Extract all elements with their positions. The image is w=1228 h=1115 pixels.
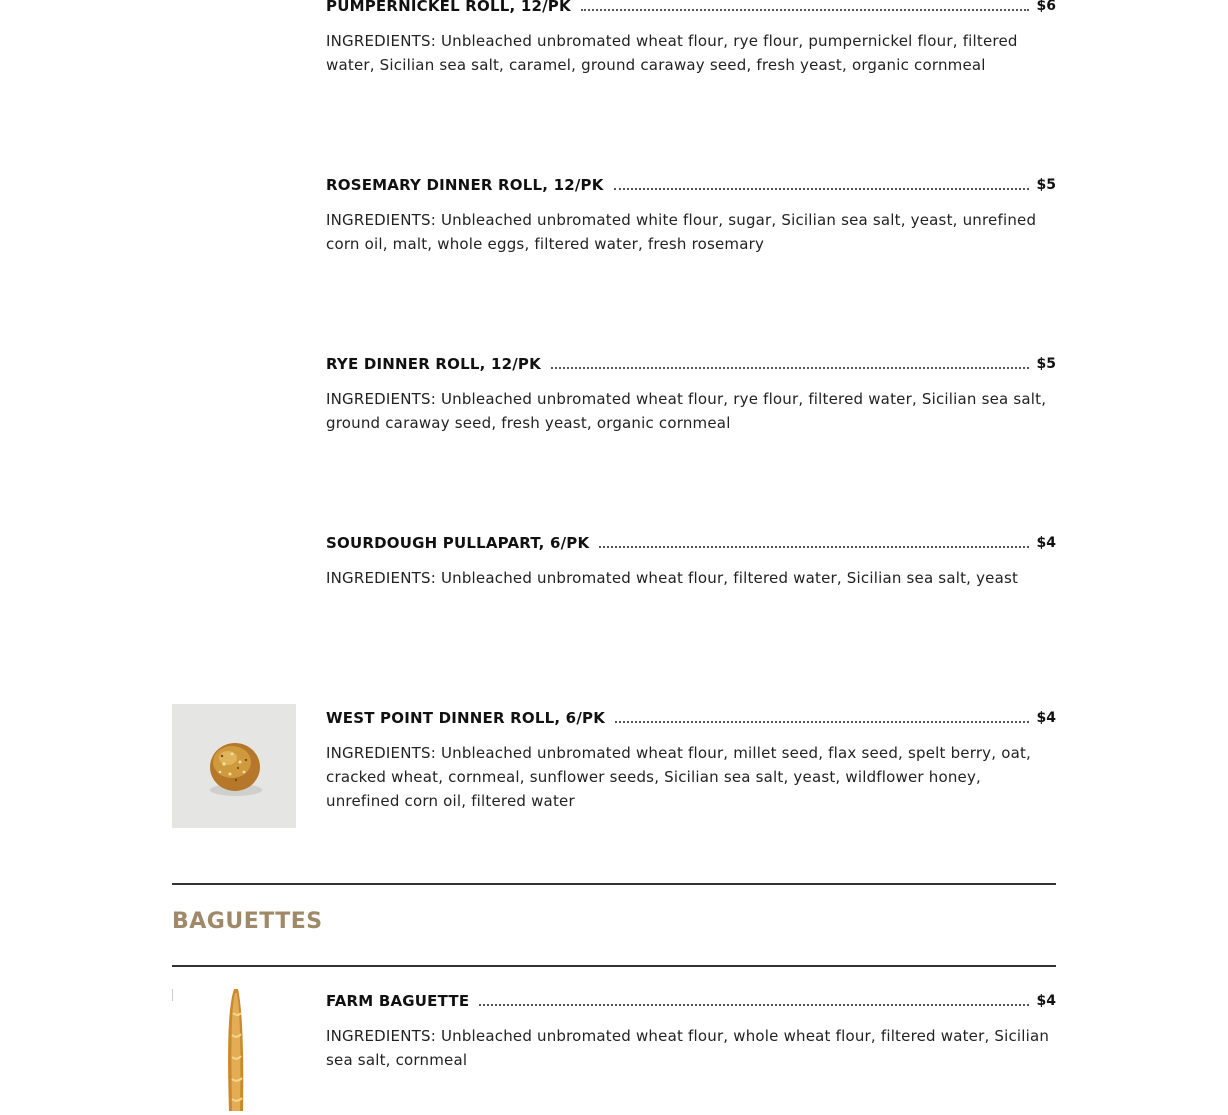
menu-item-info [326, 529, 1056, 590]
leader-dots [551, 367, 1029, 369]
section-heading-baguettes: BAGUETTES [172, 909, 323, 934]
menu-item-info [326, 987, 1056, 1072]
menu-item-title-row [326, 987, 1056, 1011]
menu-item-title-row [326, 529, 1056, 553]
menu-item-ingredients: INGREDIENTS: Unbleached unbromated wheat flour, millet seed, flax seed, spelt berry, oat, cracked wheat, cornmeal, sunflower seeds, Sicilian sea salt, yeast, wildflower honey, unrefined corn oil, filtered water [326, 744, 1032, 810]
menu-item-price: $5 [1036, 356, 1056, 372]
menu-item-title: RYE DINNER ROLL, 12/PK [326, 355, 541, 373]
menu-item-price: $4 [1036, 993, 1056, 1009]
leader-dots [581, 9, 1029, 11]
menu-item-title: FARM BAGUETTE [326, 992, 470, 1010]
menu-item-price: $6 [1036, 0, 1056, 14]
menu-item-info [326, 704, 1056, 813]
menu-item-price: $5 [1036, 177, 1056, 193]
menu-item-ingredients: INGREDIENTS: Unbleached unbromated wheat flour, whole wheat flour, filtered water, Sicilian sea salt, cornmeal [326, 1027, 1050, 1069]
baguette-image [172, 987, 296, 1111]
menu-item-title-row [326, 171, 1056, 195]
leader-dots [479, 1004, 1028, 1006]
section-divider-bottom [172, 965, 1056, 967]
leader-dots [615, 721, 1029, 723]
leader-dots [614, 188, 1029, 190]
menu-item-ingredients: INGREDIENTS: Unbleached unbromated white flour, sugar, Sicilian sea salt, yeast, unrefined corn oil, malt, whole eggs, filtered water, fresh rosemary [326, 211, 1037, 253]
menu-item-info [326, 350, 1056, 435]
menu-item-title: SOURDOUGH PULLAPART, 6/PK [326, 534, 590, 552]
menu-item-title: WEST POINT DINNER ROLL, 6/PK [326, 709, 606, 727]
menu-item-title-row [326, 350, 1056, 374]
menu-item-title: PUMPERNICKEL ROLL, 12/PK [326, 0, 571, 15]
section-divider-top [172, 883, 1056, 885]
leader-dots [599, 546, 1028, 548]
menu-item-title-row [326, 704, 1056, 728]
menu-item-title-row [326, 0, 1056, 16]
menu-item-price: $4 [1036, 710, 1056, 726]
dinner-roll-image [172, 704, 296, 828]
menu-item-info [326, 0, 1056, 77]
menu-item-ingredients: INGREDIENTS: Unbleached unbromated wheat flour, filtered water, Sicilian sea salt, yeast [326, 569, 1019, 587]
product-image[interactable] [172, 987, 296, 1111]
menu-item-price: $4 [1036, 535, 1056, 551]
menu-item-info [326, 171, 1056, 256]
menu-item-ingredients: INGREDIENTS: Unbleached unbromated wheat flour, rye flour, filtered water, Sicilian sea salt, ground caraway seed, fresh yeast, organic cornmeal [326, 390, 1047, 432]
menu-item-title: ROSEMARY DINNER ROLL, 12/PK [326, 176, 604, 194]
product-image[interactable] [172, 704, 296, 828]
menu-item-ingredients: INGREDIENTS: Unbleached unbromated wheat flour, rye flour, pumpernickel flour, filtered water, Sicilian sea salt, caramel, ground caraway seed, fresh yeast, organic cornmeal [326, 32, 1018, 74]
